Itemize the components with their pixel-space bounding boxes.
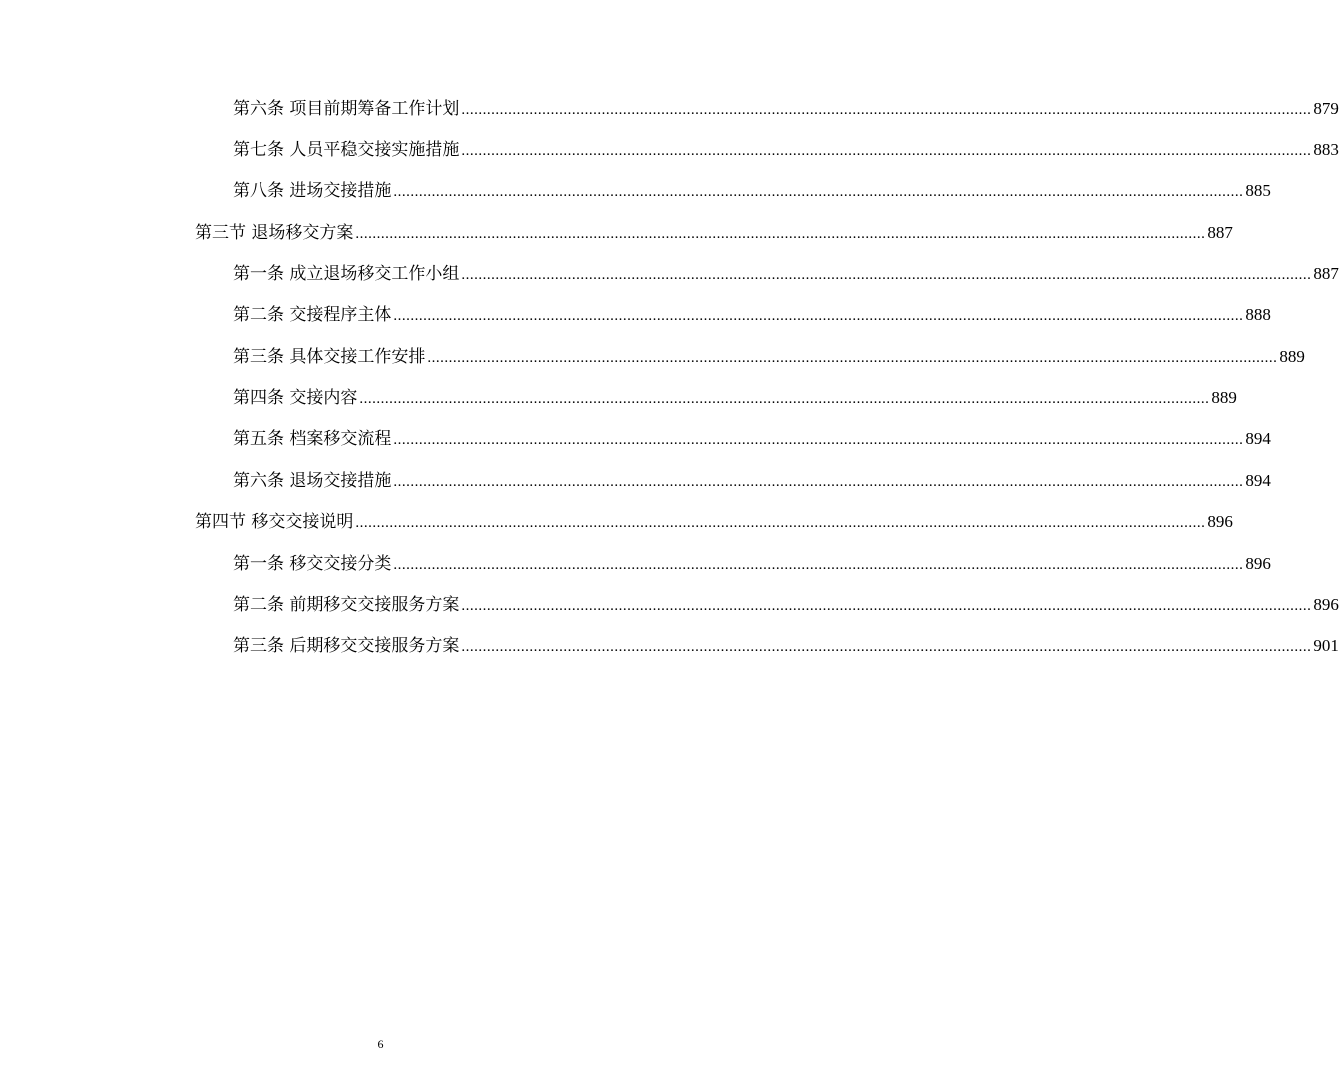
toc-entry[interactable] — [233, 261, 1339, 287]
toc-entry-page: 885 — [1245, 181, 1271, 200]
toc-leader-dots: ........................................................................................................................................................................................................ — [427, 350, 1278, 366]
toc-section-entry[interactable] — [195, 509, 1233, 535]
toc-entry[interactable] — [233, 137, 1339, 163]
toc-entry-page: 889 — [1211, 388, 1237, 407]
toc-entry[interactable] — [233, 551, 1271, 577]
toc-entry-page: 901 — [1313, 636, 1339, 655]
toc-entry-page: 879 — [1313, 99, 1339, 118]
toc-entry-page: 894 — [1245, 471, 1271, 490]
toc-leader-dots: ........................................................................................................................................................................................................ — [355, 515, 1206, 531]
toc-entry-label: 第三节 退场移交方案 — [195, 223, 354, 243]
toc-entry-label: 第三条 具体交接工作安排 — [233, 347, 426, 367]
toc-entry-label: 第四节 移交交接说明 — [195, 512, 354, 532]
toc-leader-dots: ........................................................................................................................................................................................................ — [355, 226, 1206, 242]
toc-entry-page: 887 — [1313, 264, 1339, 283]
toc-entry[interactable] — [233, 96, 1339, 122]
toc-entry-label: 第七条 人员平稳交接实施措施 — [233, 140, 460, 160]
toc-entry[interactable] — [233, 385, 1237, 411]
toc-entry-label: 第二条 前期移交交接服务方案 — [233, 595, 460, 615]
toc-section-entry[interactable] — [195, 220, 1233, 246]
toc-entry-label: 第八条 进场交接措施 — [233, 181, 392, 201]
toc-leader-dots: ........................................................................................................................................................................................................ — [461, 639, 1312, 655]
toc-entry[interactable] — [233, 302, 1271, 328]
toc-entry-label: 第一条 成立退场移交工作小组 — [233, 264, 460, 284]
toc-leader-dots: ........................................................................................................................................................................................................ — [393, 308, 1244, 324]
toc-entry-page: 896 — [1207, 512, 1233, 531]
toc-entry[interactable] — [233, 633, 1339, 659]
toc-entry-label: 第四条 交接内容 — [233, 388, 358, 408]
toc-entry[interactable] — [233, 468, 1271, 494]
toc-entry-page: 889 — [1279, 347, 1305, 366]
toc-entry[interactable] — [233, 344, 1305, 370]
toc-entry-label: 第一条 移交交接分类 — [233, 554, 392, 574]
toc-entry-page: 896 — [1313, 595, 1339, 614]
toc-entry-page: 894 — [1245, 429, 1271, 448]
toc-leader-dots: ........................................................................................................................................................................................................ — [461, 143, 1312, 159]
toc-entry-label: 第五条 档案移交流程 — [233, 429, 392, 449]
toc-entry-page: 896 — [1245, 554, 1271, 573]
toc-entry-label: 第三条 后期移交交接服务方案 — [233, 636, 460, 656]
toc-leader-dots: ........................................................................................................................................................................................................ — [393, 184, 1244, 200]
toc-entry[interactable] — [233, 178, 1271, 204]
toc-leader-dots: ........................................................................................................................................................................................................ — [393, 474, 1244, 490]
toc-entry-page: 883 — [1313, 140, 1339, 159]
toc-entry-label: 第六条 退场交接措施 — [233, 471, 392, 491]
toc-leader-dots: ........................................................................................................................................................................................................ — [461, 598, 1312, 614]
toc-leader-dots: ........................................................................................................................................................................................................ — [393, 557, 1244, 573]
toc-entry-label: 第二条 交接程序主体 — [233, 305, 392, 325]
toc-entry-label: 第六条 项目前期筹备工作计划 — [233, 99, 460, 119]
page-number: 6 — [377, 1037, 384, 1051]
toc-leader-dots: ........................................................................................................................................................................................................ — [393, 432, 1244, 448]
toc-entry-page: 887 — [1207, 223, 1233, 242]
toc-leader-dots: ........................................................................................................................................................................................................ — [461, 267, 1312, 283]
toc-leader-dots: ........................................................................................................................................................................................................ — [461, 102, 1312, 118]
toc-entry[interactable] — [233, 592, 1339, 618]
toc-leader-dots: ........................................................................................................................................................................................................ — [359, 391, 1210, 407]
toc-entry-page: 888 — [1245, 305, 1271, 324]
toc-entry[interactable] — [233, 426, 1271, 452]
